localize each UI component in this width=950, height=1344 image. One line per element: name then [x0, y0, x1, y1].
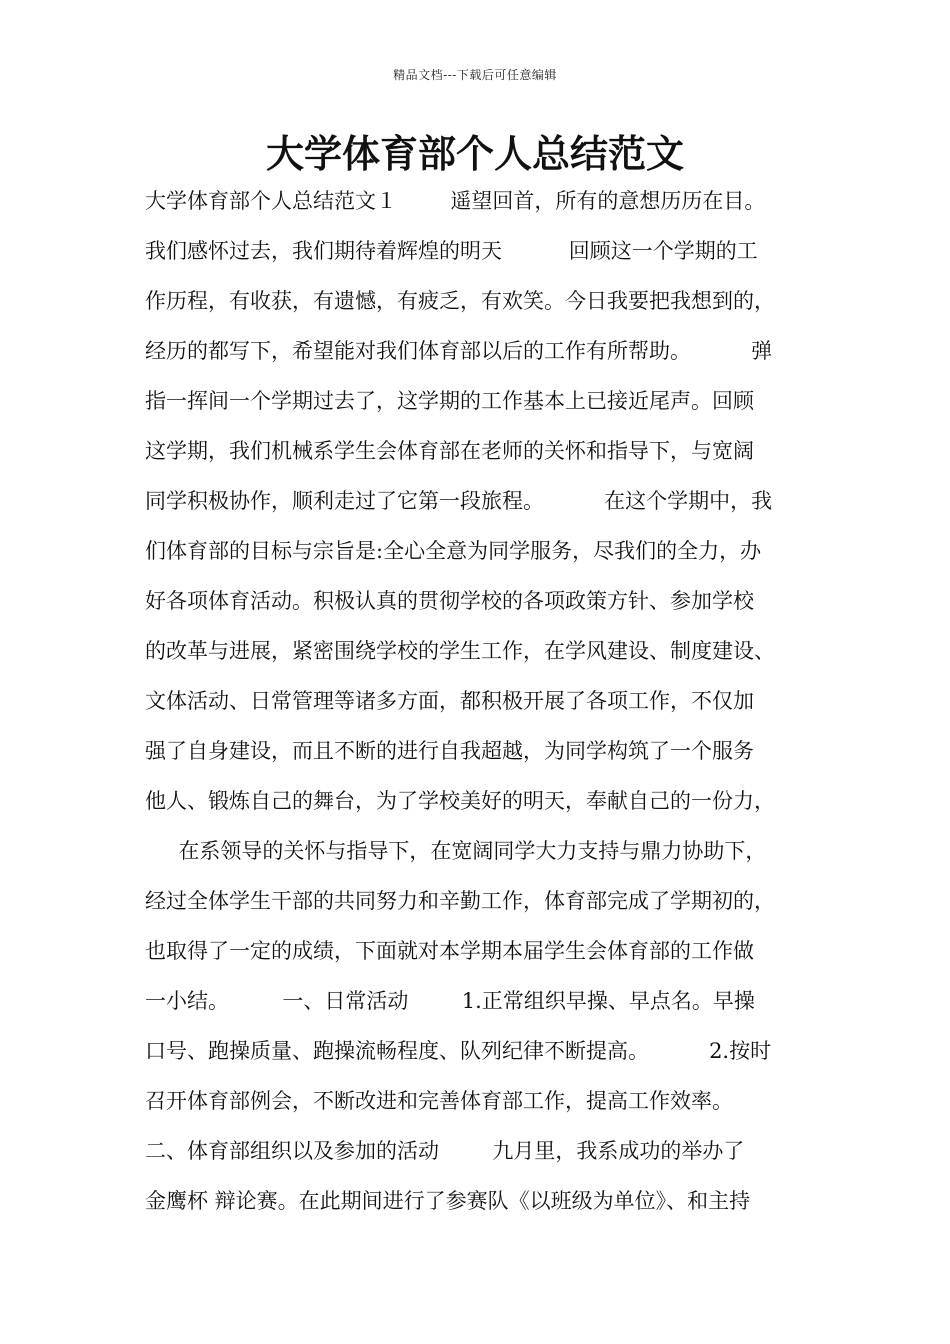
header-note: 精品文档---下载后可任意编辑 [393, 68, 557, 82]
body-line: 他人、锻炼自己的舞台，为了学校美好的明天，奉献自己的一份力， [145, 789, 775, 813]
body-line: 们体育部的目标与宗旨是:全心全意为同学服务，尽我们的全力，办 [145, 539, 762, 563]
body-line: 二、体育部组织以及参加的活动 九月里，我系成功的举办了 [145, 1139, 745, 1163]
body-line: 同学积极协作，顺利走过了它第一段旅程。 在这个学期中，我 [145, 489, 773, 513]
body-line: 口号、跑操质量、跑操流畅程度、队列纪律不断提高。 2.按时 [145, 1039, 772, 1063]
body-line: 好各项体育活动。积极认真的贯彻学校的各项政策方针、参加学校 [145, 589, 754, 613]
body-line: 金鹰杯 辩论赛。在此期间进行了参赛队《以班级为单位》、和主持 [145, 1189, 751, 1213]
document-body [145, 176, 825, 1226]
body-line: 强了自身建设，而且不断的进行自我超越，为同学构筑了一个服务 [145, 739, 754, 763]
body-line: 也取得了一定的成绩，下面就对本学期本届学生会体育部的工作做 [145, 939, 754, 963]
body-line: 我们感怀过去，我们期待着辉煌的明天 回顾这一个学期的工 [145, 239, 758, 263]
body-line: 经过全体学生干部的共同努力和辛勤工作，体育部完成了学期初的， [145, 889, 775, 913]
body-line: 大学体育部个人总结范文１ 遥望回首，所有的意想历历在目。 [145, 189, 766, 213]
body-line: 召开体育部例会，不断改进和完善体育部工作，提高工作效率。 [145, 1089, 733, 1113]
body-line: 这学期，我们机械系学生会体育部在老师的关怀和指导下，与宽阔 [145, 439, 754, 463]
body-line: 在系领导的关怀与指导下，在宽阔同学大力支持与鼎力协助下， [145, 839, 767, 863]
body-line: 作历程，有收获，有遗憾，有疲乏，有欢笑。今日我要把我想到的， [145, 289, 775, 313]
body-line: 指一挥间一个学期过去了，这学期的工作基本上已接近尾声。回顾 [145, 389, 754, 413]
body-line: 一小结。 一、日常活动 1.正常组织早操、早点名。早操 [145, 989, 755, 1013]
body-line: 文体活动、日常管理等诸多方面，都积极开展了各项工作，不仅加 [145, 689, 754, 713]
body-line: 的改革与进展，紧密围绕学校的学生工作，在学风建设、制度建设、 [145, 639, 775, 663]
body-line: 经历的都写下，希望能对我们体育部以后的工作有所帮助。 弹 [145, 339, 773, 363]
document-title: 大学体育部个人总结范文 [265, 132, 684, 176]
